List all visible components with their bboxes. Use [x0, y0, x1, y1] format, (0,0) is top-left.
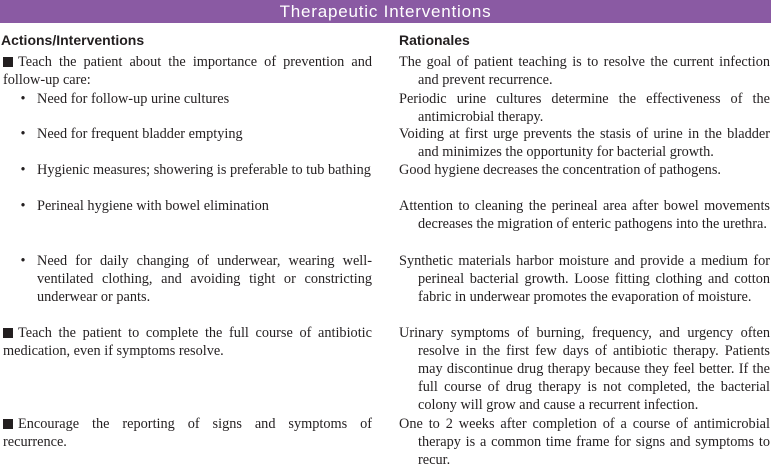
- bullet-dot-icon: •: [20, 162, 26, 178]
- action-subitem-text: Need for daily changing of underwear, wearing well-ventilated clothing, and avoiding tight or constricting underwear or pants.: [37, 253, 372, 305]
- bullet-dot-icon: •: [20, 126, 26, 142]
- action-subitem-text: Perineal hygiene with bowel elimination: [37, 198, 269, 214]
- rationale-item: [399, 252, 770, 306]
- rationales-column-header: Rationales: [399, 32, 470, 48]
- action-subitem-text: Hygienic measures; showering is preferable to tub bathing: [37, 162, 371, 178]
- rationale-item: [399, 197, 770, 233]
- rationale-text: Voiding at first urge prevents the stasis of urine in the bladder and minimizes the opportunity for bacterial growth.: [399, 126, 770, 160]
- rationale-item: [399, 90, 770, 126]
- action-item: [3, 53, 372, 89]
- action-subitem: [18, 252, 372, 306]
- action-text: Teach the patient about the importance of prevention and follow-up care:: [3, 54, 372, 88]
- rationale-text: Periodic urine cultures determine the effectiveness of the antimicrobial therapy.: [399, 91, 770, 125]
- action-item: [3, 324, 372, 360]
- rationale-item: [399, 415, 770, 469]
- action-subitem-text: Need for frequent bladder emptying: [37, 126, 243, 142]
- bullet-dot-icon: •: [20, 198, 26, 214]
- action-item: [3, 415, 372, 451]
- bullet-dot-icon: •: [20, 253, 26, 269]
- action-subitem: [18, 90, 372, 108]
- actions-column-header: Actions/Interventions: [1, 32, 145, 48]
- rationale-text: Urinary symptoms of burning, frequency, and urgency often resolve in the first few days of antibiotic therapy. Patients may discontinue drug therapy because they feel better. If the full course of drug therapy is not completed, the bacterial colony will grow and cause a recurrent infection.: [399, 325, 770, 413]
- rationale-item: [399, 53, 770, 89]
- section-title-bar: Therapeutic Interventions: [0, 0, 771, 23]
- action-text: Encourage the reporting of signs and symptoms of recurrence.: [3, 416, 372, 450]
- action-subitem: [18, 197, 372, 215]
- rationale-text: Good hygiene decreases the concentration of pathogens.: [399, 162, 721, 178]
- action-text: Teach the patient to complete the full course of antibiotic medication, even if symptoms resolve.: [3, 325, 372, 359]
- rationale-text: One to 2 weeks after completion of a course of antimicrobial therapy is a common time frame for signs and symptoms to recur.: [399, 416, 770, 468]
- square-bullet-icon: [3, 419, 13, 429]
- rationale-item: [399, 125, 770, 161]
- square-bullet-icon: [3, 328, 13, 338]
- square-bullet-icon: [3, 57, 13, 67]
- rationale-text: The goal of patient teaching is to resolve the current infection and prevent recurrence.: [399, 54, 770, 88]
- rationale-item: [399, 324, 770, 414]
- bullet-dot-icon: •: [20, 91, 26, 107]
- rationale-text: Synthetic materials harbor moisture and provide a medium for perineal bacterial growth. Loose fitting clothing and cotton fabric in underwear promotes the evaporation of moisture.: [399, 253, 770, 305]
- action-subitem: [18, 161, 372, 179]
- action-subitem: [18, 125, 372, 143]
- rationale-item: [399, 161, 770, 179]
- rationale-text: Attention to cleaning the perineal area after bowel movements decreases the migration of enteric pathogens into the urethra.: [399, 198, 770, 232]
- action-subitem-text: Need for follow-up urine cultures: [37, 91, 230, 107]
